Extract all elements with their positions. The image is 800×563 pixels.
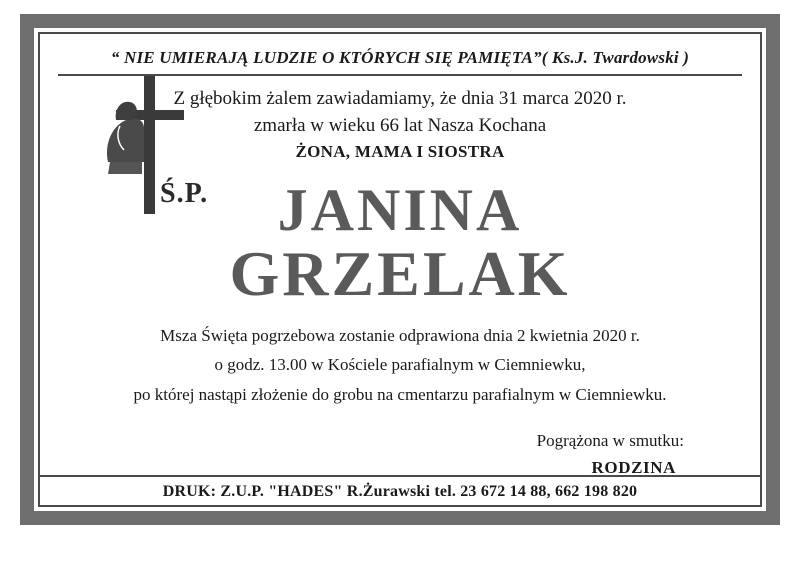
deceased-last-name: GRZELAK [229, 238, 571, 310]
deceased-first-name: JANINA [277, 177, 523, 244]
inner-border [38, 32, 762, 507]
quote-author: ( Ks.J. Twardowski ) [541, 48, 690, 67]
mourning-family: RODZINA [591, 458, 676, 478]
announcement-line-1: Z głębokim żalem zawiadamiamy, że dnia 31 marca 2020 r. [173, 88, 627, 109]
service-line-1: Msza Święta pogrzebowa zostanie odprawiona dnia 2 kwietnia 2020 r. [160, 325, 640, 345]
cross-icon [86, 70, 216, 220]
service-details [58, 321, 742, 410]
memorial-quote [58, 48, 742, 68]
announcement-line-2: zmarła w wieku 66 lat Nasza Kochana [253, 114, 547, 136]
outer-border [20, 14, 780, 525]
printer-credit-block [40, 471, 760, 501]
printer-credit: DRUK: Z.U.P. "HADES" R.Żurawski tel. 23 672 14 88, 662 198 820 [162, 483, 638, 500]
sp-label: Ś.P. [160, 178, 209, 209]
service-line-2: o godz. 13.00 w Kościele parafialnym w Ciemniewku, [214, 355, 586, 375]
service-line-3: po której nastąpi złożenie do grobu na cmentarzu parafialnym w Ciemniewku. [133, 385, 667, 405]
divider-bottom [40, 475, 760, 477]
mourning-text: Pogrążona w smutku: [536, 430, 684, 450]
announcement-relation: ŻONA, MAMA I SIOSTRA [295, 141, 505, 161]
quote-text: “ NIE UMIERAJĄ LUDZIE O KTÓRYCH SIĘ PAMIĘTA” [110, 48, 542, 67]
